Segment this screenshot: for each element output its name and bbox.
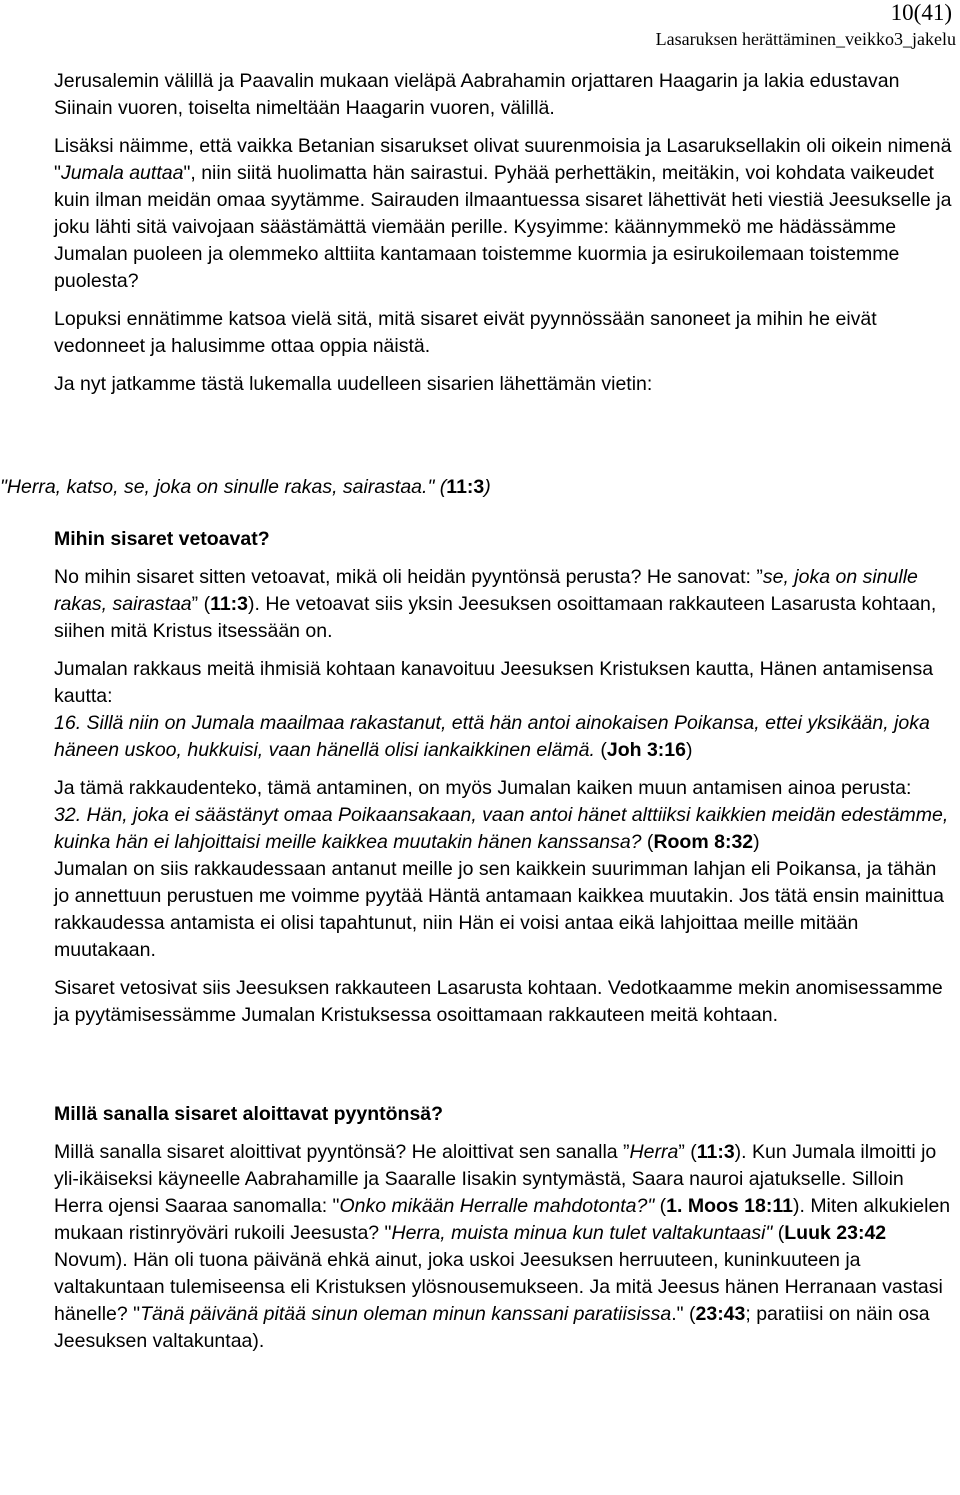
paragraph: Ja tämä rakkaudenteko, tämä antaminen, on myös Jumalan kaiken muun antamisen ainoa perusta: xyxy=(54,777,912,799)
text-run: ( xyxy=(641,831,654,853)
text-run: Lisäksi näimme, että vaikka Betanian sisarukset olivat suurenmoisia ja Lasaruksellakin oli oikein nimenä " xyxy=(54,135,952,184)
paragraph xyxy=(54,564,954,645)
paragraph xyxy=(54,1139,954,1355)
quote-text: ) xyxy=(484,476,491,498)
text-run: ). He vetoavat siis yksin Jeesuksen osoittamaan rakkauteen Lasarusta kohtaan, siihen mitä Kristus itsessään on. xyxy=(54,593,937,642)
text-run: No mihin sisaret sitten vetoavat, mikä oli heidän pyyntönsä perusta? He sanovat: ” xyxy=(54,566,763,588)
italic-text: 32. Hän, joka ei säästänyt omaa Poikaansakaan, vaan antoi hänet alttiiksi kaikkien meidän edestämme, kuinka hän ei lahjoittaisi meille kaikkea muutakin hänen kanssansa? xyxy=(54,804,949,853)
italic-text: Herra, muista minua kun tulet valtakuntaasi" xyxy=(391,1222,773,1244)
italic-text: Onko mikään Herralle mahdotonta?" xyxy=(339,1195,655,1217)
italic-text: se, joka on sinulle rakas, sairastaa xyxy=(54,566,918,615)
text-run: ” ( xyxy=(678,1141,697,1163)
paragraph: Jumalan rakkaus meitä ihmisiä kohtaan kanavoituu Jeesuksen Kristuksen kautta, Hänen antamisensa kautta: xyxy=(54,658,934,707)
verse-reference: Room 8:32 xyxy=(653,831,754,853)
text-run: Millä sanalla sisaret aloittivat pyyntönsä? He aloittivat sen sanalla ” xyxy=(54,1141,630,1163)
paragraph: Jumalan on siis rakkaudessaan antanut meille jo sen kaikkein suurimman lahjan eli Poikansa, ja tähän jo annettuun perustuen me voimme pyytää Häntä antamaan kaikkea muutakin. Jos tätä ensin mainittua rakkaudessa antamista ei olisi tapahtunut, niin Hän ei voisi antaa eikä lahjoittaa meille mitään muutakaan. xyxy=(54,858,944,961)
verse-reference: 23:43 xyxy=(695,1303,746,1325)
text-run: ” ( xyxy=(191,593,211,615)
section-heading: Millä sanalla sisaret aloittavat pyyntönsä? xyxy=(54,1103,444,1125)
intro-section xyxy=(54,68,954,398)
document-name: Lasaruksen herättäminen_veikko3_jakelu xyxy=(655,29,956,49)
text-run: ; paratiisi on näin osa Jeesuksen valtakuntaa). xyxy=(54,1303,930,1352)
italic-text: Tänä päivänä pitää sinun oleman minun kanssani paratiisissa xyxy=(140,1303,672,1325)
paragraph: Sisaret vetosivat siis Jeesuksen rakkauteen Lasarusta kohtaan. Vedotkaamme mekin anomisessamme ja pyytämisessämme Jumalan Kristuksessa osoittamaan rakkauteen meitä kohtaan. xyxy=(54,977,943,1026)
text-run: ( xyxy=(594,739,607,761)
italic-text: Jumala auttaa xyxy=(60,162,184,184)
verse-reference: Luuk 23:42 xyxy=(784,1222,887,1244)
page-number: 10(41) xyxy=(890,0,952,25)
paragraph xyxy=(54,133,954,295)
verse-reference: 11:3 xyxy=(210,593,249,615)
bible-verse xyxy=(54,802,954,856)
text-run: ( xyxy=(654,1195,667,1217)
text-run: ( xyxy=(772,1222,785,1244)
text-run: Novum). Hän oli tuona päivänä ehkä ainut, joka uskoi Jeesuksen herruuteen, kuninkuuteen ja valtakuntaan tulemiseensa eli Kristuksen ylösnousemukseen. Ja mitä Jeesus hänen Herranaan vastasi hänelle? " xyxy=(54,1249,943,1325)
verse-reference: 11:3 xyxy=(696,1141,735,1163)
verse-reference: Joh 3:16 xyxy=(606,739,686,761)
main-section xyxy=(54,526,954,1355)
text-run: ) xyxy=(685,739,693,761)
verse-reference: 1. Moos 18:11 xyxy=(666,1195,793,1217)
text-run: ." ( xyxy=(671,1303,696,1325)
quote-text: "Herra, katso, se, joka on sinulle rakas, sairastaa." ( xyxy=(0,476,447,498)
text-run: ", niin siitä huolimatta hän sairastui. Pyhää perhettäkin, meitäkin, voi kohdata vaikeudet kuin ilman meidän omaa syytämme. Sairauden ilmaantuessa sisaret lähettivät heti viestiä Jeesukselle ja joku lähti sitä vaivojaan säästämättä viemään perille. Kysyimme: käännymmekö me hädässämme Jumalan puoleen ja olemmeko alttiita kantamaan toistemme kuormia ja esirukoilemaan toistemme puolesta? xyxy=(54,162,952,292)
verse-reference: 11:3 xyxy=(446,476,485,498)
paragraph: Lopuksi ennätimme katsoa vielä sitä, mitä sisaret eivät pyynnössään sanoneet ja mihin he eivät vedonneet ja halusimme ottaa oppia näistä. xyxy=(54,308,877,357)
text-run: ). Kun Jumala ilmoitti jo yli-ikäiseksi käyneelle Aabrahamille ja Saaralle Iisakin syntymästä, Saara nauroi ajatukselle. Silloin Herra ojensi Saaraa sanomalla: " xyxy=(54,1141,937,1217)
italic-text: Herra xyxy=(629,1141,679,1163)
section-heading: Mihin sisaret vetoavat? xyxy=(54,528,270,550)
bible-verse xyxy=(54,710,954,764)
paragraph: Ja nyt jatkamme tästä lukemalla uudelleen sisarien lähettämän vietin: xyxy=(54,373,653,395)
bible-quote xyxy=(0,474,955,501)
text-run: ) xyxy=(753,831,760,853)
paragraph: Jerusalemin välillä ja Paavalin mukaan vieläpä Aabrahamin orjattaren Haagarin ja lakia edustavan Siinain vuoren, toiselta nimeltään Haagarin vuoren, välillä. xyxy=(54,70,900,119)
italic-text: 16. Sillä niin on Jumala maailmaa rakastanut, että hän antoi ainokaisen Poikansa, ettei yksikään, joka häneen uskoo, hukkuisi, vaan hänellä olisi iankaikkinen elämä. xyxy=(54,712,930,761)
text-run: ). Miten alkukielen mukaan ristinryöväri rukoili Jeesusta? " xyxy=(54,1195,951,1244)
